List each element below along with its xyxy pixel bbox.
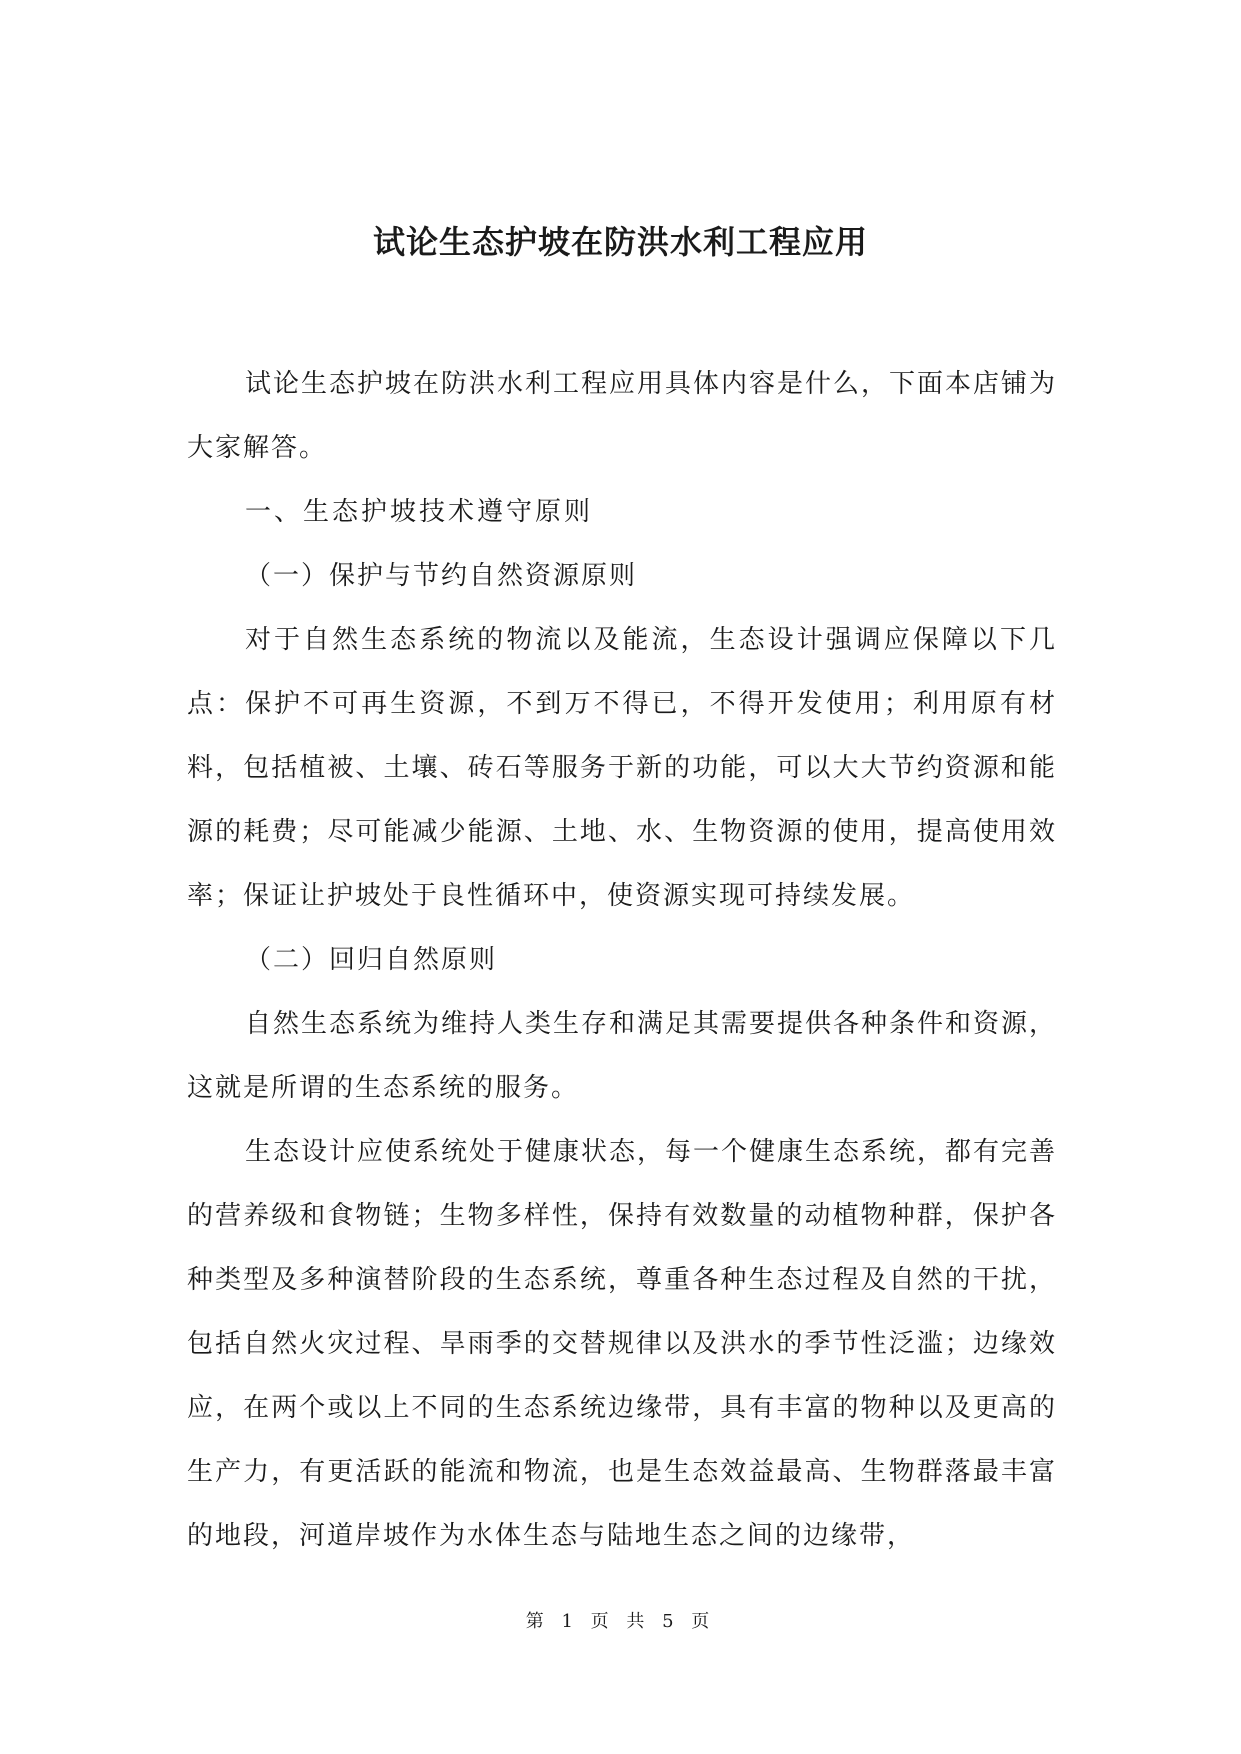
paragraph-ecosystem-services: 自然生态系统为维持人类生存和满足其需要提供各种条件和资源，这就是所谓的生态系统的服务。 [187, 1009, 1058, 1103]
document-body [187, 352, 1057, 1568]
paragraph-ecological-design: 生态设计应使系统处于健康状态，每一个健康生态系统，都有完善的营养级和食物链；生物多样性，保持有效数量的动植物种群，保护各种类型及多种演替阶段的生态系统，尊重各种生态过程及自然的干扰，包括自然火灾过程、旱雨季的交替规律以及洪水的季节性泛滥；边缘效应，在两个或以上不同的生态系统边缘带，具有丰富的物种以及更高的生产力，有更活跃的能流和物流，也是生态效益最高、生物群落最丰富的地段，河道岸坡作为水体生态与陆地生态之间的边缘带， [187, 1137, 1058, 1551]
section-heading-principles: 一、生态护坡技术遵守原则 [245, 497, 594, 527]
intro-paragraph: 试论生态护坡在防洪水利工程应用具体内容是什么，下面本店铺为大家解答。 [187, 369, 1058, 463]
paragraph-conserve-resources: 对于自然生态系统的物流以及能流，生态设计强调应保障以下几点：保护不可再生资源，不到万不得已，不得开发使用；利用原有材料，包括植被、土壤、砖石等服务于新的功能，可以大大节约资源和能源的耗费；尽可能减少能源、土地、水、生物资源的使用，提高使用效率；保证让护坡处于良性循环中，使资源实现可持续发展。 [187, 625, 1057, 911]
page-footer: 第 1 页 共 5 页 [525, 1611, 716, 1632]
subsection-heading-conserve-resources: （一）保护与节约自然资源原则 [245, 561, 638, 591]
document-title: 试论生态护坡在防洪水利工程应用 [372, 223, 868, 261]
subsection-heading-return-to-nature: （二）回归自然原则 [245, 945, 498, 975]
